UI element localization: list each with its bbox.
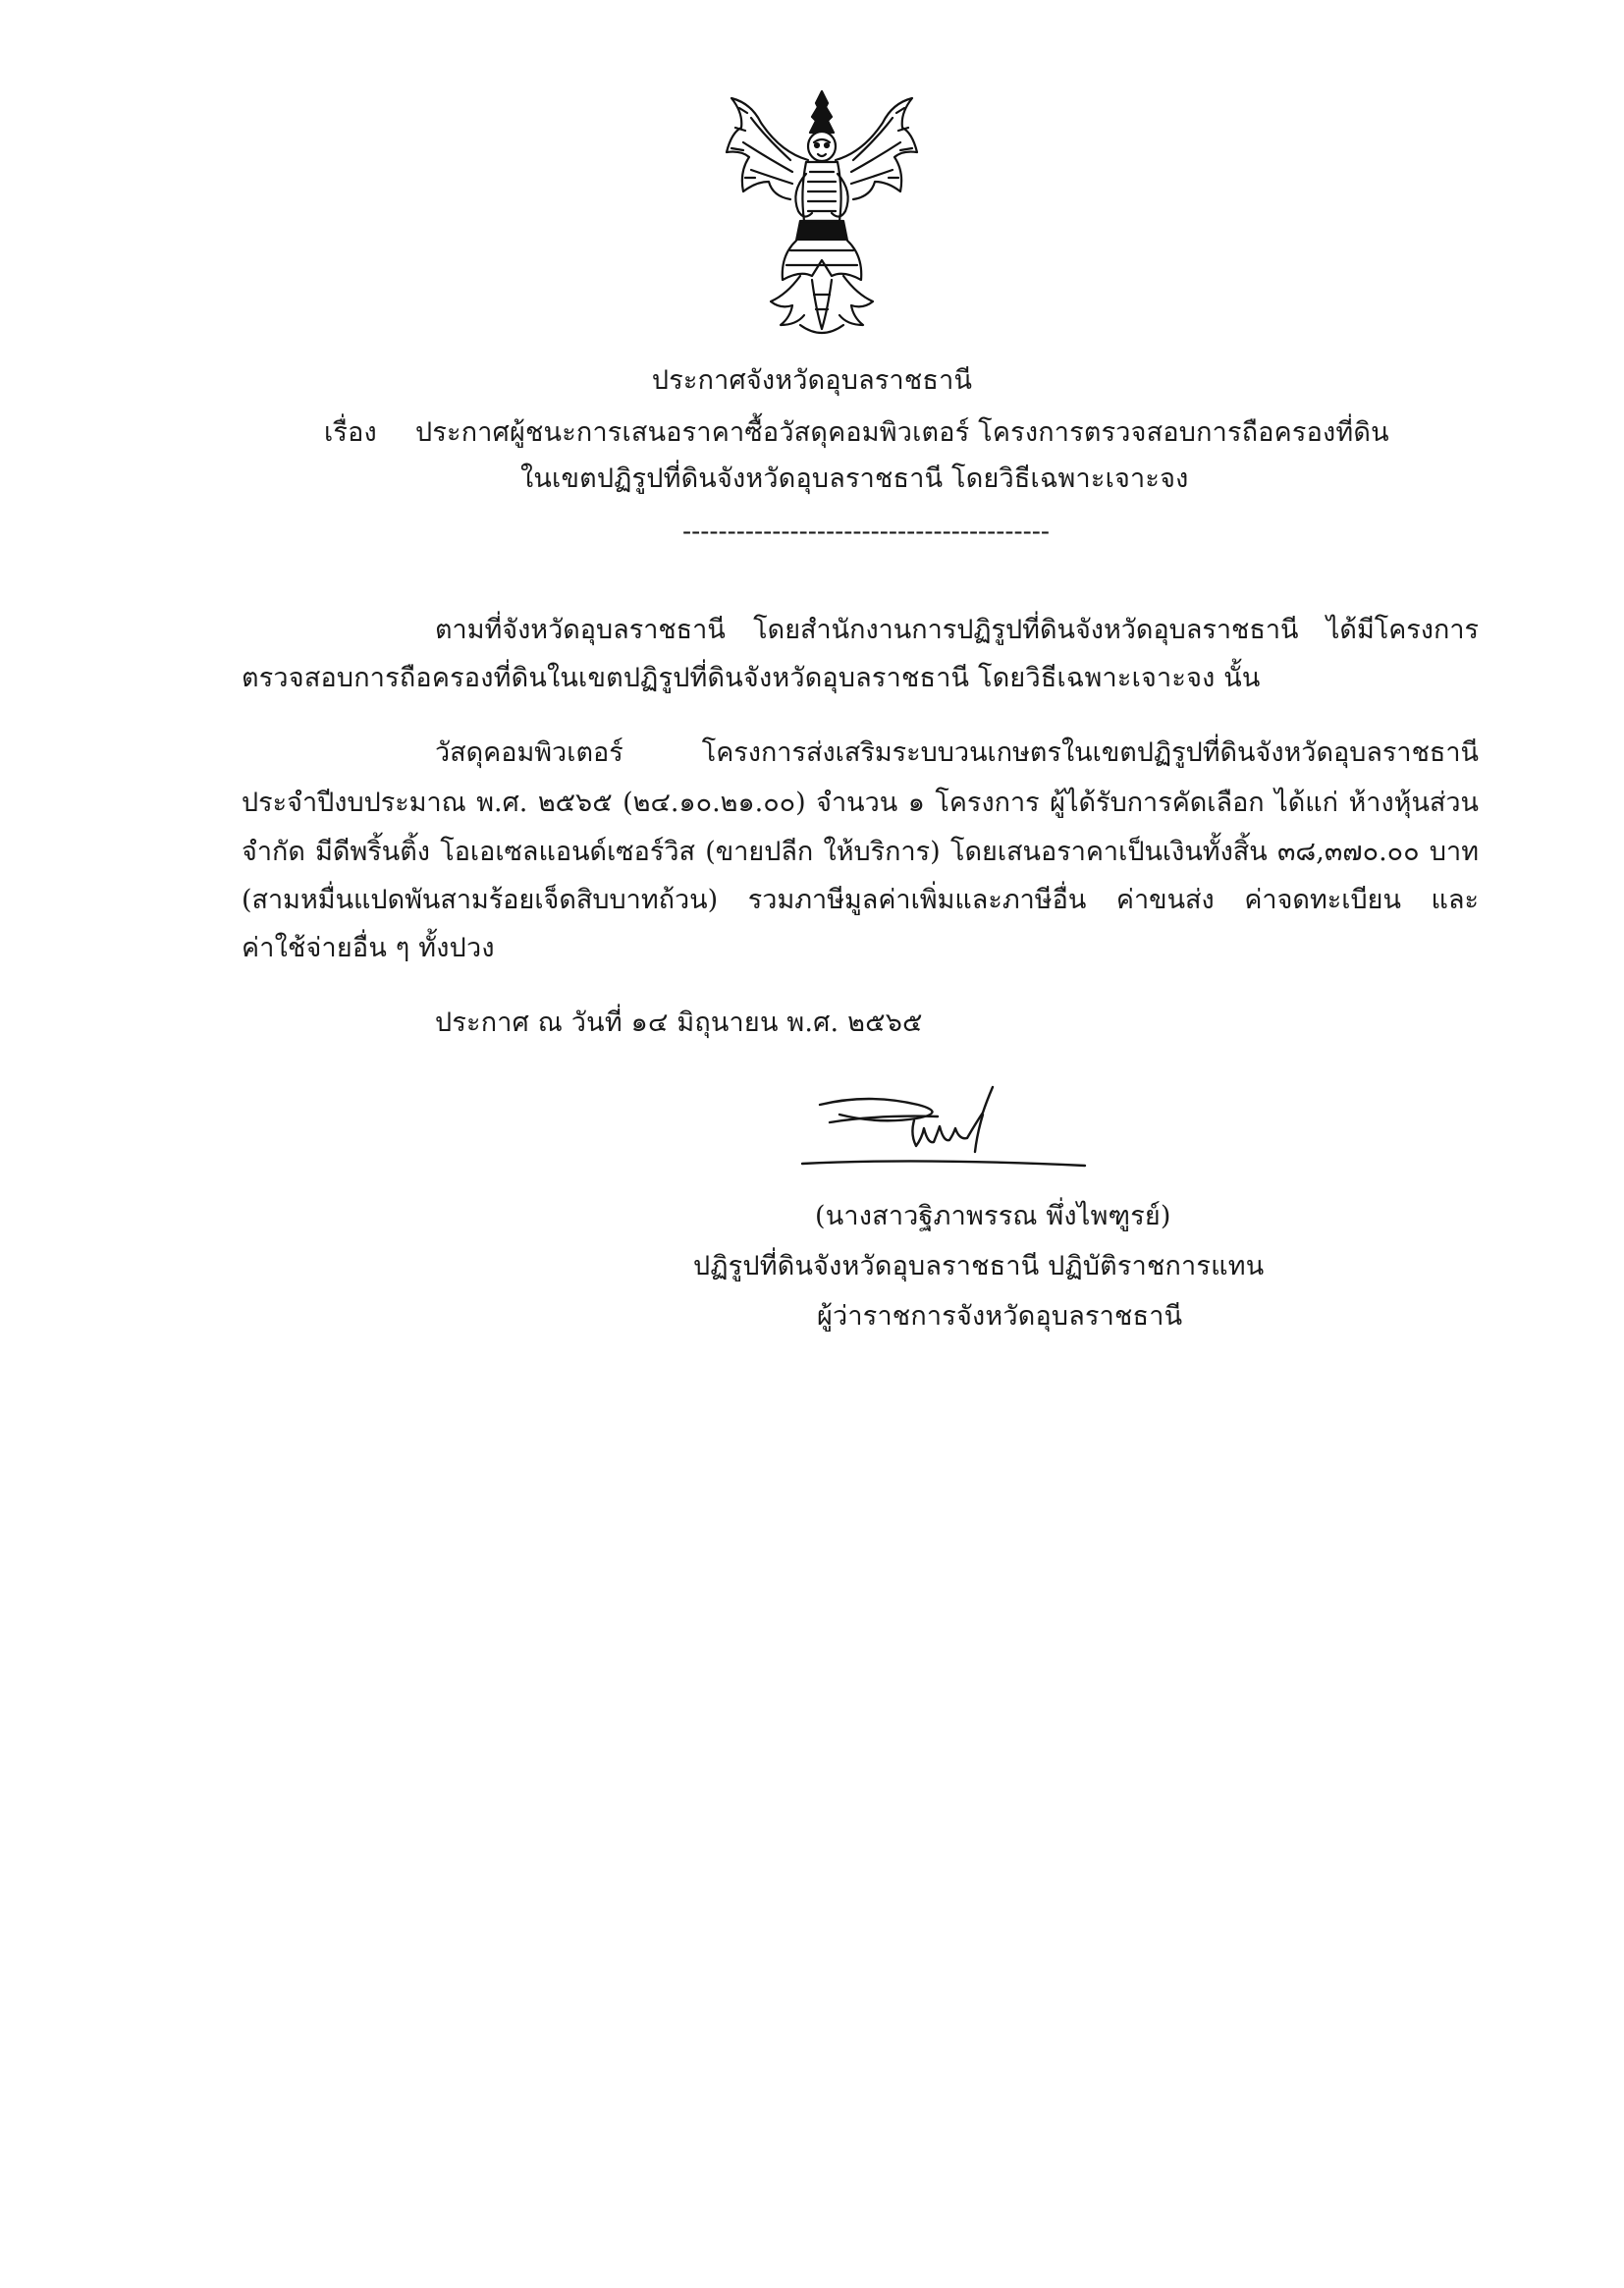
subject-line-1: ประกาศผู้ชนะการเสนอราคาซื้อวัสดุคอมพิวเตอร์ โครงการตรวจสอบการถือครองที่ดิน: [415, 417, 1389, 448]
paragraph-2-line-2: ประจำปีงบประมาณ พ.ศ. ๒๕๖๕ (๒๔.๑๐.๒๑.๐๐) จำนวน ๑ โครงการ ผู้ได้รับการคัดเลือก ได้แก่ ห้างหุ้นส่วน: [242, 788, 1479, 818]
signatory-position: ปฏิรูปที่ดินจังหวัดอุบลราชธานี ปฏิบัติราชการแทน: [693, 1251, 1265, 1281]
signatory-name: (นางสาวฐิภาพรรณ พึ่งไพฑูรย์): [815, 1201, 1171, 1231]
paragraph-2-line-4: (สามหมื่นแปดพันสามร้อยเจ็ดสิบบาทถ้วน) รวมภาษีมูลค่าเพิ่มและภาษีอื่น ค่าขนส่ง ค่าจดทะเบียน และ: [242, 885, 1479, 915]
paragraph-2-line-1: วัสดุคอมพิวเตอร์ โครงการส่งเสริมระบบวนเกษตรในเขตปฏิรูปที่ดินจังหวัดอุบลราชธานี: [435, 737, 1479, 768]
signatory-title: ผู้ว่าราชการจังหวัดอุบลราชธานี: [817, 1301, 1183, 1332]
announcement-issuer: ประกาศจังหวัดอุบลราชธานี: [651, 365, 973, 396]
announcement-date: ประกาศ ณ วันที่ ๑๔ มิถุนายน พ.ศ. ๒๕๖๕: [435, 1008, 923, 1038]
paragraph-1-line-2: ตรวจสอบการถือครองที่ดินในเขตปฏิรูปที่ดินจังหวัดอุบลราชธานี โดยวิธีเฉพาะเจาะจง นั้น: [242, 663, 1261, 693]
paragraph-1-line-1: ตามที่จังหวัดอุบลราชธานี โดยสำนักงานการปฏิรูปที่ดินจังหวัดอุบลราชธานี ได้มีโครงการ: [435, 615, 1479, 645]
subject-label: เรื่อง: [324, 417, 377, 448]
handwritten-signature: [800, 1085, 1095, 1183]
paragraph-2-line-5: ค่าใช้จ่ายอื่น ๆ ทั้งปวง: [242, 933, 495, 963]
garuda-emblem-icon: [722, 83, 923, 344]
subject-line-2: ในเขตปฏิรูปที่ดินจังหวัดอุบลราชธานี โดยวิธีเฉพาะเจาะจง: [520, 463, 1189, 494]
separator-line: -----------------------------------------: [682, 517, 1051, 547]
paragraph-2-line-3: จำกัด มีดีพริ้นติ้ง โอเอเซลแอนด์เซอร์วิส (ขายปลีก ให้บริการ) โดยเสนอราคาเป็นเงินทั้งสิ้น ๓๘,๓๗๐.๐๐ บาท: [242, 837, 1479, 867]
